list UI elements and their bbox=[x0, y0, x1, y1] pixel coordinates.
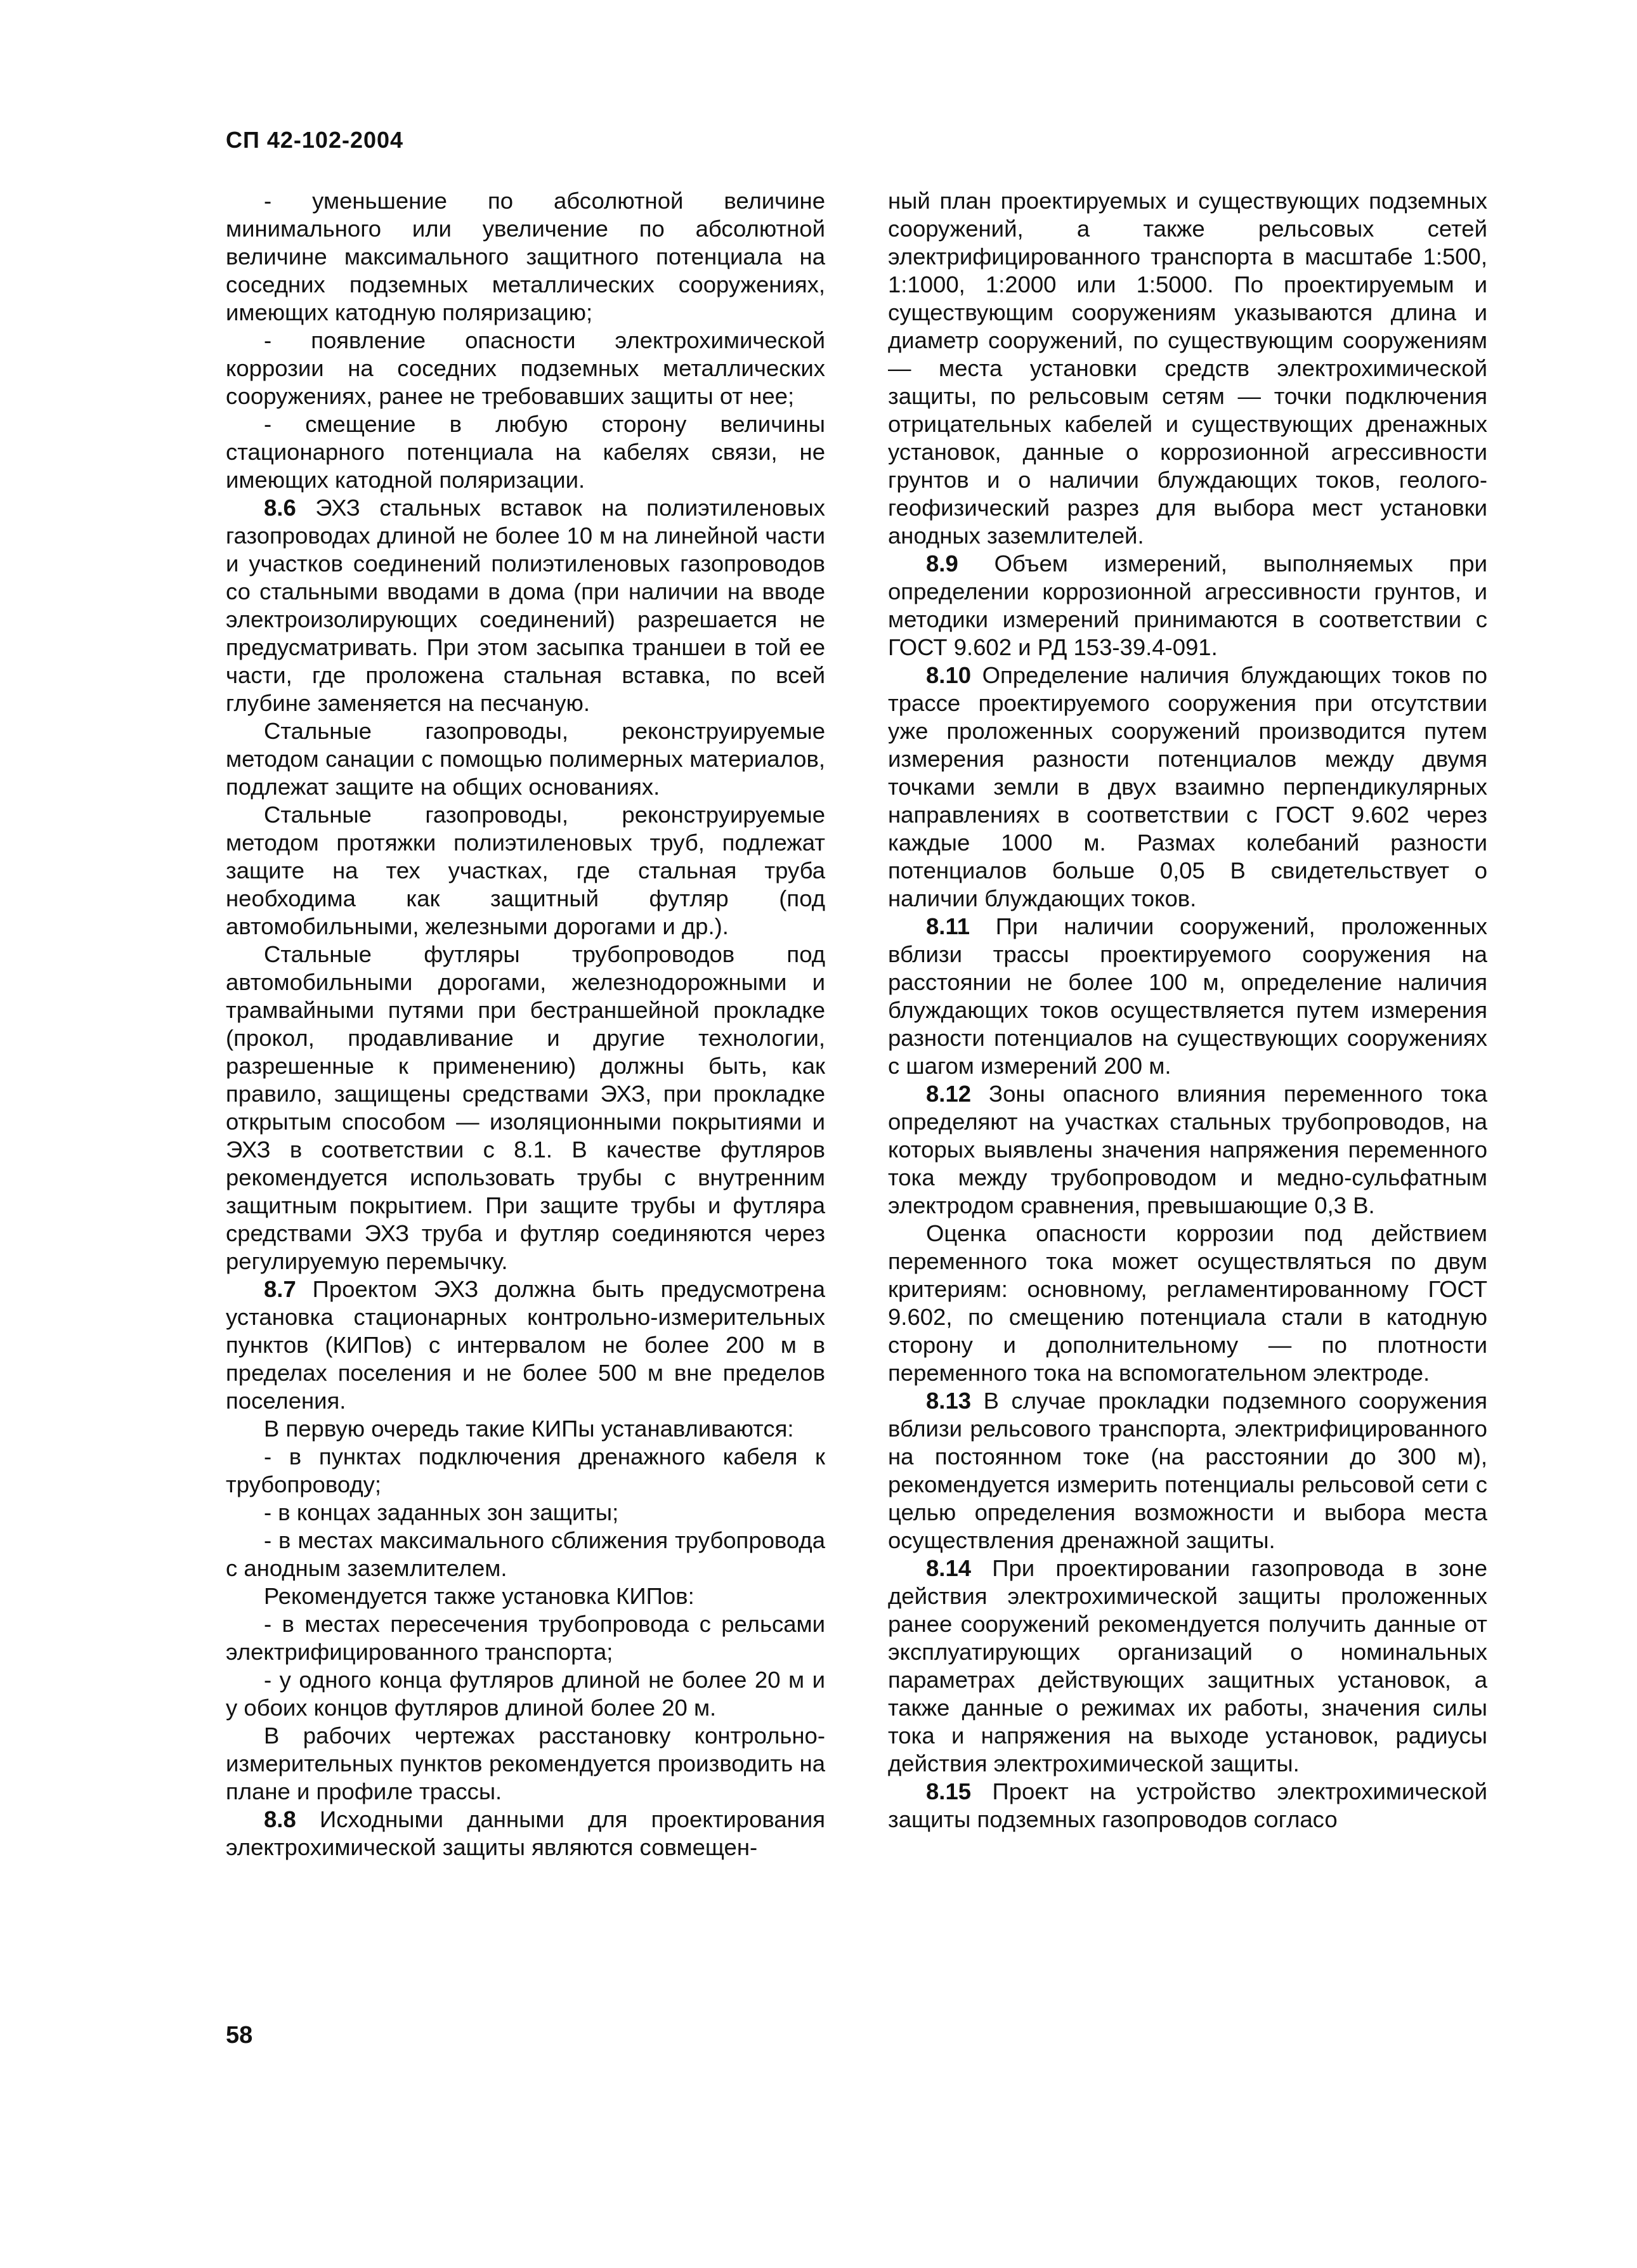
paragraph bbox=[226, 1610, 825, 1666]
clause-number: 8.11 bbox=[926, 913, 970, 939]
clause-number: 8.15 bbox=[926, 1778, 972, 1804]
paragraph-text: - в местах пересечения трубопровода с рельсами электрифицированного транспорта; bbox=[226, 1611, 825, 1665]
paragraph bbox=[888, 187, 1487, 550]
paragraph-text: - в пунктах подключения дренажного кабеля к трубопроводу; bbox=[226, 1444, 825, 1497]
paragraph bbox=[226, 327, 825, 410]
paragraph bbox=[226, 1443, 825, 1499]
paragraph bbox=[888, 913, 1487, 1080]
paragraph-text: В рабочих чертежах расстановку контрольно-измерительных пунктов рекомендуется производить на плане и профиле трассы. bbox=[226, 1723, 825, 1804]
clause-number: 8.9 bbox=[926, 551, 958, 577]
paragraph bbox=[226, 494, 825, 717]
paragraph-text: Стальные газопроводы, реконструируемые методом санации с помощью полимерных материалов, подлежат защите на общих основаниях. bbox=[226, 718, 825, 800]
left-column bbox=[226, 187, 825, 1861]
clause-number: 8.6 bbox=[264, 495, 296, 521]
paragraph bbox=[226, 1666, 825, 1722]
paragraph-text: В первую очередь такие КИПы устанавливаются: bbox=[264, 1416, 794, 1442]
paragraph-text: Оценка опасности коррозии под действием переменного тока может осуществляться по двум критериям: основному, регламентированному ГОСТ 9.602, по смещению потенциала стали в катодную сторону и дополнительному — по плотности переменного тока на вспомогательном электроде. bbox=[888, 1220, 1487, 1386]
paragraph bbox=[226, 1582, 825, 1610]
paragraph bbox=[888, 550, 1487, 662]
clause-number: 8.12 bbox=[926, 1081, 972, 1107]
paragraph bbox=[226, 1415, 825, 1443]
paragraph-text: Определение наличия блуждающих токов по трассе проектируемого сооружения при отсутствии уже проложенных сооружений производится путем измерения разности потенциалов между двумя точками земли в двух взаимно перпендикулярных направлениях в соответствии с ГОСТ 9.602 через каждые 1000 м. Размах колебаний разности потенциалов больше 0,05 В свидетельствует о наличии блуждающих токов. bbox=[888, 662, 1487, 911]
paragraph-text: Проектом ЭХЗ должна быть предусмотрена установка стационарных контрольно-измерительных пунктов (КИПов) с интервалом не более 200 м в пределах поселения и не более 500 м вне пределов поселения. bbox=[226, 1276, 825, 1414]
paragraph bbox=[888, 1220, 1487, 1387]
paragraph bbox=[226, 1275, 825, 1415]
paragraph bbox=[226, 801, 825, 941]
paragraph-text: - у одного конца футляров длиной не более 20 м и у обоих концов футляров длиной более 20 м. bbox=[226, 1667, 825, 1721]
paragraph bbox=[888, 1554, 1487, 1778]
paragraph-text: - появление опасности электрохимической коррозии на соседних подземных металлических сооружениях, ранее не требовавших защиты от нее; bbox=[226, 327, 825, 409]
paragraph-text: При наличии сооружений, проложенных вблизи трассы проектируемого сооружения на расстоянии не более 100 м, определение наличия блуждающих токов осуществляется путем измерения разности потенциалов на существующих сооружениях с шагом измерений 200 м. bbox=[888, 913, 1487, 1079]
paragraph bbox=[226, 187, 825, 327]
paragraph bbox=[888, 662, 1487, 913]
paragraph-text: Рекомендуется также установка КИПов: bbox=[264, 1583, 695, 1609]
page-number: 58 bbox=[226, 2022, 253, 2049]
paragraph bbox=[226, 410, 825, 494]
paragraph-text: - смещение в любую сторону величины стационарного потенциала на кабелях связи, не имеющих катодной поляризации. bbox=[226, 411, 825, 493]
paragraph-text: - в концах заданных зон защиты; bbox=[264, 1499, 619, 1525]
clause-number: 8.14 bbox=[926, 1555, 972, 1581]
paragraph bbox=[226, 717, 825, 801]
paragraph-text: ный план проектируемых и существующих подземных сооружений, а также рельсовых сетей электрифицированного транспорта в масштабе 1:500, 1:1000, 1:2000 или 1:5000. По проектируемым и существующим сооружениям указываются длина и диаметр сооружений, по существующим сооружениям — места установки средств электрохимической защиты, по рельсовым сетям — точки подключения отрицательных кабелей и существующих дренажных установок, данные о коррозионной агрессивности грунтов и о наличии блуждающих токов, геолого-геофизический разрез для выбора мест установки анодных заземлителей. bbox=[888, 188, 1487, 549]
clause-number: 8.8 bbox=[264, 1806, 296, 1832]
paragraph-text: Проект на устройство электрохимической защиты подземных газопроводов согласо bbox=[888, 1778, 1487, 1832]
clause-number: 8.10 bbox=[926, 662, 972, 688]
clause-number: 8.7 bbox=[264, 1276, 296, 1302]
paragraph-text: Исходными данными для проектирования электрохимической защиты являются совмещен- bbox=[226, 1806, 825, 1860]
paragraph bbox=[888, 1778, 1487, 1834]
paragraph bbox=[226, 1806, 825, 1861]
paragraph-text: - уменьшение по абсолютной величине минимального или увеличение по абсолютной величине максимального защитного потенциала на соседних подземных металлических сооружениях, имеющих катодную поляризацию; bbox=[226, 188, 825, 325]
paragraph-text: При проектировании газопровода в зоне действия электрохимической защиты проложенных ранее сооружений рекомендуется получить данные от эксплуатирующих организаций о номинальных параметрах действующих защитных установок, а также данные о режимах их работы, значения силы тока и напряжения на выходе установок, радиусы действия электрохимической защиты. bbox=[888, 1555, 1487, 1776]
paragraph bbox=[226, 1722, 825, 1806]
paragraph-text: Зоны опасного влияния переменного тока определяют на участках стальных трубопроводов, на которых выявлены значения напряжения переменного тока между трубопроводом и медно-сульфатным электродом сравнения, превышающие 0,3 В. bbox=[888, 1081, 1487, 1218]
paragraph-text: ЭХЗ стальных вставок на полиэтиленовых газопроводах длиной не более 10 м на линейной части и участков соединений полиэтиленовых газопроводов со стальными вводами в дома (при наличии на вводе электроизолирующих соединений) разрешается не предусматривать. При этом засыпка траншеи в той ее части, где проложена стальная вставка, по всей глубине заменяется на песчаную. bbox=[226, 495, 825, 716]
paragraph-text: Стальные футляры трубопроводов под автомобильными дорогами, железнодорожными и трамвайными путями при бестраншейной прокладке (прокол, продавливание и другие технологии, разрешенные к применению) должны быть, как правило, защищены средствами ЭХЗ, при прокладке открытым способом — изоляционными покрытиями и ЭХЗ в соответствии с 8.1. В качестве футляров рекомендуется использовать трубы с внутренним защитным покрытием. При защите трубы и футляра средствами ЭХЗ труба и футляр соединяются через регулируемую перемычку. bbox=[226, 941, 825, 1274]
paragraph bbox=[226, 1499, 825, 1527]
paragraph bbox=[888, 1080, 1487, 1220]
paragraph-text: В случае прокладки подземного сооружения вблизи рельсового транспорта, электрифицированного на постоянном токе (на расстоянии до 300 м), рекомендуется измерить потенциалы рельсовой сети с целью определения возможности и выбора места осуществления дренажной защиты. bbox=[888, 1388, 1487, 1553]
paragraph-text: Стальные газопроводы, реконструируемые методом протяжки полиэтиленовых труб, подлежат защите на тех участках, где стальная труба необходима как защитный футляр (под автомобильными, железными дорогами и др.). bbox=[226, 802, 825, 939]
paragraph-text: - в местах максимального сближения трубопровода с анодным заземлителем. bbox=[226, 1527, 825, 1581]
right-column bbox=[888, 187, 1487, 1834]
paragraph bbox=[226, 1527, 825, 1582]
document-header: СП 42-102-2004 bbox=[226, 127, 404, 153]
paragraph bbox=[888, 1387, 1487, 1554]
paragraph-text: Объем измерений, выполняемых при определении коррозионной агрессивности грунтов, и методики измерений принимаются в соответствии с ГОСТ 9.602 и РД 153-39.4-091. bbox=[888, 551, 1487, 660]
paragraph bbox=[226, 941, 825, 1275]
clause-number: 8.13 bbox=[926, 1388, 972, 1414]
